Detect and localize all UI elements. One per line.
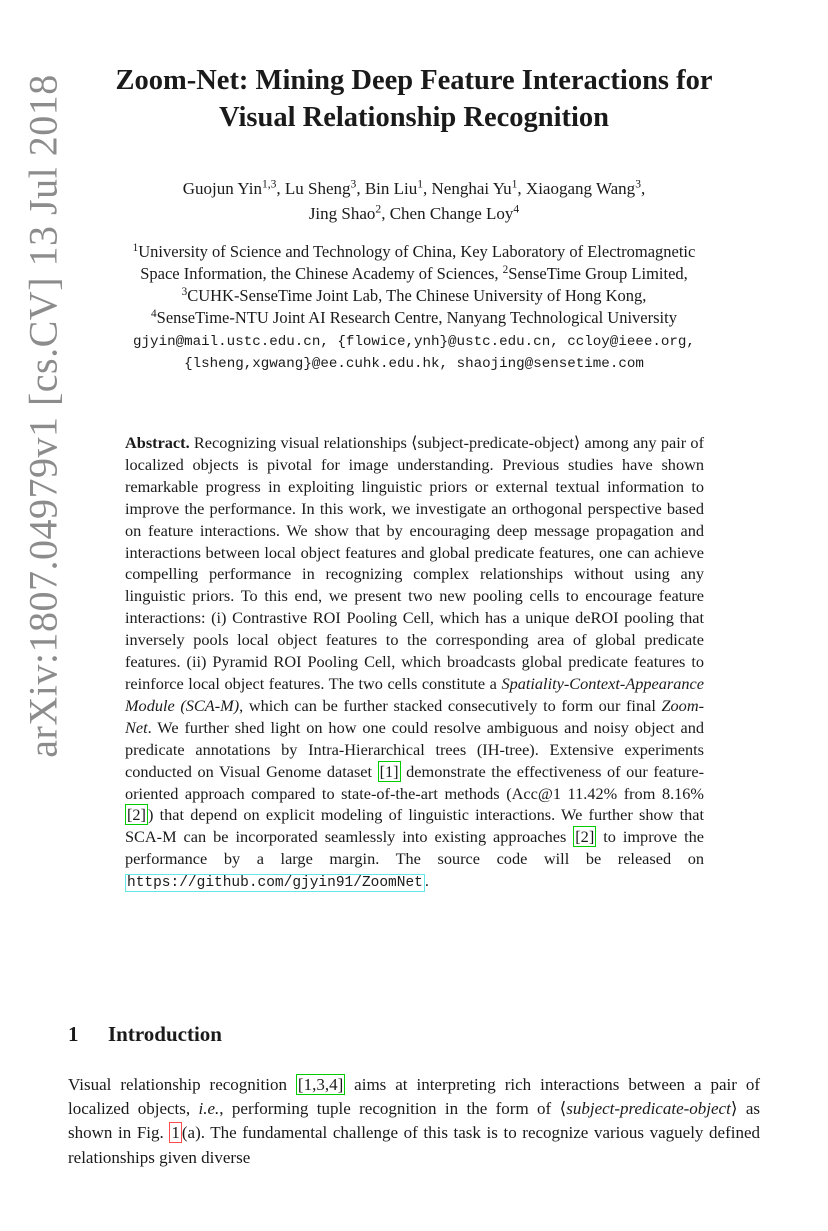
author-list <box>60 176 768 226</box>
citation-link[interactable]: [1] <box>379 761 399 781</box>
title-line-1: Zoom-Net: Mining Deep Feature Interactions for <box>115 65 713 96</box>
author: Guojun Yin$^{1,3}$, <box>182 177 285 198</box>
title-line-2: Visual Relationship Recognition <box>218 102 610 133</box>
introduction-paragraph: Visual relationship recognition [1,3,4] aims at interpreting rich interactions between a pair of localized objects, i.e., performing tuple recognition in the form of ⟨subject-predicate-object⟩ as shown in Fig. 1 (a). The fundamental challenge of this task is to recognize various vaguely defined relationships given diverse <box>68 1075 761 1167</box>
section-heading-introduction <box>68 1022 222 1047</box>
author: Xiaogang Wang$^3$, <box>525 177 646 198</box>
author: Nenghai Yu$^1$, <box>431 177 526 198</box>
citation-link[interactable]: [2] <box>127 805 146 825</box>
figure-reference-link[interactable]: 1 <box>171 1123 180 1143</box>
citation-link[interactable]: [1,3,4] <box>297 1075 344 1094</box>
author: Chen Change Loy$^4$ <box>389 202 520 223</box>
author-emails <box>60 331 768 375</box>
paper-title <box>60 62 768 136</box>
abstract: Abstract. Recognizing visual relationships ⟨subject-predicate-object⟩ among any pair of localized objects is pivotal for image understanding. Previous studies have shown remarkable progress in exploiting linguistic priors or external textual information to improve the performance. In this work, we investigate an orthogonal perspective based on feature interactions. We show that by encouraging deep message propagation and interactions between local object features and global predicate features, one can achieve compelling performance in recognizing complex relationships without using any linguistic priors. To this end, we present two new pooling cells to encourage feature interactions: (i) Contrastive ROI Pooling Cell, which has a unique deROI pooling that inversely pools local object features to the corresponding area of global predicate features. (ii) Pyramid ROI Pooling Cell, which broadcasts global predicate features to reinforce local object features. The two cells constitute a Spatiality-Context-Appearance Module (SCA-M), which can be further stacked consecutively to form our final Zoom-Net. We further shed light on how one could resolve ambiguous and noisy object and predicate annotations by Intra-Hierarchical trees (IH-tree). Extensive experiments conducted on Visual Genome dataset [1] demonstrate the effectiveness of our feature-oriented approach compared to state-of-the-art methods (Acc@1 11.42% from 8.16% [2] ) that depend on explicit modeling of linguistic interactions. We further show that SCA-M can be incorporated seamlessly into existing approaches [2] to improve the performance by a large margin. The source code will be released on https://github.com/gjyin91/ZoomNet . <box>125 433 705 892</box>
source-code-link[interactable]: https://github.com/gjyin91/ZoomNet <box>127 875 423 892</box>
arxiv-sidebar <box>12 66 74 766</box>
arxiv-identifier: arXiv:1807.04979v1 [cs.CV] 13 Jul 2018 <box>20 74 66 758</box>
author: Lu Sheng$^3$, <box>284 177 365 198</box>
section-number: 1 <box>68 1022 79 1046</box>
citation-link[interactable]: [2] <box>575 827 595 847</box>
section-title: Introduction <box>108 1022 222 1046</box>
abstract-label: Abstract. <box>125 433 190 452</box>
author: Bin Liu$^1$, <box>364 177 432 198</box>
email-line-1: gjyin@mail.ustc.edu.cn, {flowice,ynh}@ustc.edu.cn, ccloy@ieee.org, <box>133 334 695 350</box>
author: Jing Shao$^2$, <box>308 202 390 223</box>
email-line-2: {lsheng,xgwang}@ee.cuhk.edu.hk, shaojing@sensetime.com <box>184 356 644 372</box>
affiliations: $^1$University of Science and Technology of China, Key Laboratory of Electromagnetic Space Information, the Chinese Academy of Sciences, $^2$SenseTime Group Limited, $^3$CUHK-SenseTime Joint Lab, The Chinese University of Hong Kong, $^4$SenseTime-NTU Joint AI Research Centre, Nanyang Technological University <box>132 241 696 327</box>
